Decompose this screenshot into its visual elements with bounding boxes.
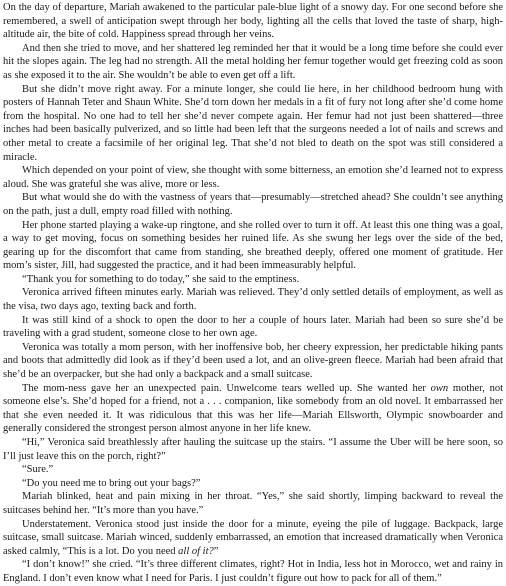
paragraph: “Thank you for something to do today,” she said to the emptiness. bbox=[22, 273, 300, 285]
paragraph: Mariah blinked, heat and pain mixing in her throat. “Yes,” she said shortly, limping backward to reveal the suitcases behind her. “It’s more than you have.” bbox=[3, 491, 503, 516]
emphasis-text: all of it? bbox=[178, 545, 214, 557]
paragraph: “I don’t know!” she cried. “It’s three different climates, right? Hot in India, less hot in Morocco, wet and rainy in England. I don’t even know what I need for Paris. I just couldn’t figure out how to pack for all of them.” bbox=[3, 559, 503, 584]
paragraph: But she didn’t move right away. For a minute longer, she could lie here, in her childhood bedroom hung with posters of Hannah Teter and Shaun White. She’d torn down her medals in a fit of fury not long after she’d come home from the hospital. No one had to tell her she’d never compete again. Her femur had not just been shattered—three inches had been basically pulverized, and so little had been left that the surgeons needed a lot of nails and screws and other metal to create a facsimile of her original leg. That she’d not bled to death on the spot was still considered a miracle. bbox=[3, 83, 503, 163]
paragraph: “Hi,” Veronica said breathlessly after hauling the suitcase up the stairs. “I assume the Uber will be here soon, so I’ll just leave this on the porch, right?” bbox=[3, 437, 503, 462]
paragraph: “Do you need me to bring out your bags?” bbox=[22, 477, 201, 489]
paragraph: “Sure.” bbox=[22, 464, 54, 476]
paragraph: Veronica arrived fifteen minutes early. Mariah was relieved. They’d only settled details of employment, as well as the visa, two days ago, texting back and forth. bbox=[3, 287, 503, 313]
paragraph: It was still kind of a shock to open the door to her a couple of hours later. Mariah had been so sure she’d be traveling with a grad student, someone close to her own age. bbox=[3, 314, 503, 340]
paragraph: The mom-ness gave her an unexpected pain. Unwelcome tears welled up. She wanted her own mother, not someone else’s. She’d hoped for a friend, not a . . . companion, like somebody from an old novel. It embarrassed her that she even needed it. It was ridiculous that this was her life—Mariah Ellsworth, Olympic snowboarder and generally considered the strongest person almost anyone in her life knew. bbox=[3, 382, 503, 435]
paragraph: But what would she do with the vastness of years that—presumably—stretched ahead? She couldn’t see anything on the path, just a dull, empty road filled with nothing. bbox=[3, 192, 503, 217]
paragraph: Which depended on your point of view, she thought with some bitterness, an emotion she’d learned not to express aloud. She was grateful she was alive, more or less. bbox=[3, 165, 503, 190]
paragraph: And then she tried to move, and her shattered leg reminded her that it would be a long time before she could ever hit the slopes again. The leg had no strength. All the metal holding her femur together would get freezing cold as soon as she exposed it to the air. She wouldn’t be able to even get off a lift. bbox=[3, 42, 503, 81]
paragraph: On the day of departure, Mariah awakened to the particular pale-blue light of a snowy day. For one second before she remembered, a swell of anticipation swept through her body, lighting all the cells that loved the taste of sharp, high-altitude air, the bite of cold. Happiness spread through her veins. bbox=[3, 2, 503, 41]
paragraph: Her phone started playing a wake-up ringtone, and she rolled over to turn it off. At least this one thing was a goal, a way to get moving, focus on something besides her ruined life. As she swung her legs over the side of the bed, gearing up for the discomfort that came from standing, she breathed deeply, offered one moment of gratitude. Her mom’s sister, Jill, had suggested the practice, and it had been immeasurably helpful. bbox=[3, 219, 503, 272]
paragraph: Veronica was totally a mom person, with her inoffensive bob, her cheery expression, her predictable hiking pants and boots that admittedly did look as if they’d been used a lot, and an olive-green fleece. Mariah had been afraid that she’d be an overpacker, but she had only a backpack and a small suitcase. bbox=[3, 341, 503, 381]
paragraph: Understatement. Veronica stood just inside the door for a minute, eyeing the pile of luggage. Backpack, large suitcase, small suitcase. Mariah winced, suddenly embarrassed, an emotion that increased dramatically when Veronica asked calmly, “This is a lot. Do you need all of it?” bbox=[3, 518, 503, 557]
emphasis-text: own bbox=[430, 382, 449, 394]
